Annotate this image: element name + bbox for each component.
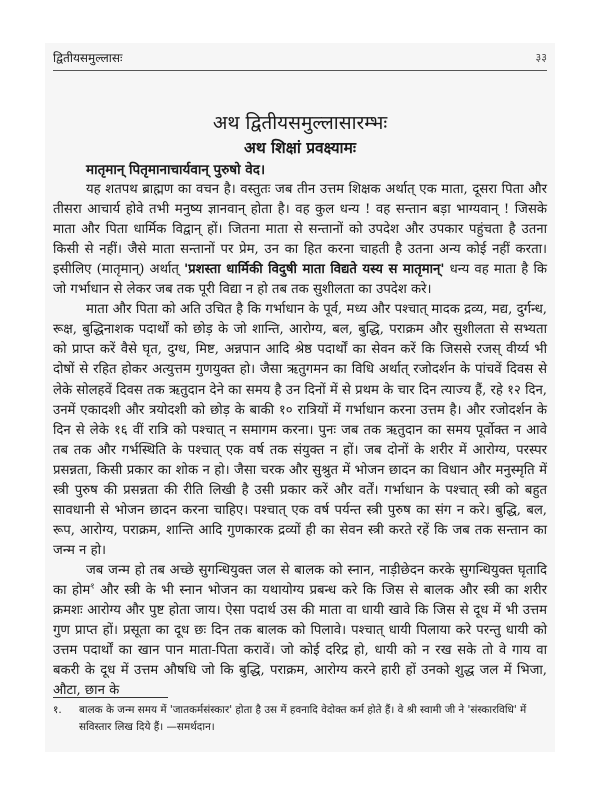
paragraph-1-text-a: यह शतपथ ब्राह्मण का वचन है। वस्तुतः जब तीन उत्तम शिक्षक अर्थात् एक माता, दूसरा पिता और तीसरा आचार्य होवे तभी मनुष्य ज्ञानवान् होता है। वह कुल धन्य ! वह सन्तान बड़ा भाग्यवान् ! जिसके माता और पिता धार्मिक विद्वान् हों। जितना माता से सन्तानों को उपदेश और उपकार पहुंचता है उतना किसी से नहीं। जैसे माता सन्तानों पर प्रेम, उन का हित करना चाहती है उतना अन्य कोई नहीं करता। इसीलिए (मातृमान्) अर्थात् <box>53 182 547 278</box>
body-text <box>53 160 547 701</box>
footnote-rule <box>53 697 168 698</box>
footnote <box>53 702 547 736</box>
paragraph-3-text-b: और स्त्री के भी स्नान भोजन का यथायोग्य प्रबन्ध करे कि जिस से बालक और स्त्री का शरीर क्रमशः आरोग्य और पुष्ट होता जाय। ऐसा पदार्थ उस की माता वा धायी खावे कि जिस से दूध में भी उत्तम गुण प्राप्त हों। प्रसूता का दूध छः दिन तक बालक को पिलावे। पश्चात् धायी पिलाया करे परन्तु धायी को उत्तम पदार्थों का खान पान माता-पिता करावें। जो कोई दरिद्र हो, धायी को न रख सके तो वे गाय वा बकरी के दूध में उत्तम औषधि जो कि बुद्धि, पराक्रम, आरोग्य करने हारी हों उनको शुद्ध जल में भिजा, औटा, छान के <box>53 582 547 699</box>
paragraph-3 <box>53 561 547 701</box>
chapter-title: अथ द्वितीयसमुल्लासारम्भः <box>212 112 388 134</box>
paragraph-2: माता और पिता को अति उचित है कि गर्भाधान के पूर्व, मध्य और पश्चात् मादक द्रव्य, मद्य, दुर्गन्ध, रूक्ष, बुद्धिनाशक पदार्थों को छोड़ के जो शान्ति, आरोग्य, बल, बुद्धि, पराक्रम और सुशीलता से सभ्यता को प्राप्त करें वैसे घृत, दुग्ध, मिष्ट, अन्नपान आदि श्रेष्ठ पदार्थों का सेवन करें कि जिससे रजस् वीर्य्य भी दोषों से रहित होकर अत्युत्तम गुणयुक्त हो। जैसा ऋतुगमन का विधि अर्थात् रजोदर्शन के पांचवें दिवस से लेके सोलहवें दिवस तक ऋतुदान देने का समय है उन दिनों में से प्रथम के चार दिन त्याज्य हैं, रहे १२ दिन, उनमें एकादशी और त्रयोदशी को छोड़ के बाकी १० रात्रियों में गर्भाधान करना उत्तम है। और रजोदर्शन के दिन से लेके १६ वीं रात्रि को पश्चात् न समागम करना। पुनः जब तक ऋतुदान का समय पूर्वोक्त न आवे तब तक और गर्भस्थिति के पश्चात् एक वर्ष तक संयुक्त न हों। जब दोनों के शरीर में आरोग्य, परस्पर प्रसन्नता, किसी प्रकार का शोक न हो। जैसा चरक और सुश्रुत में भोजन छादन का विधान और मनुस्मृति में स्त्री पुरुष की प्रसन्नता की रीति लिखी है उसी प्रकार करें और वर्तें। गर्भाधान के पश्चात् स्त्री को बहुत सावधानी से भोजन छादन करना चाहिए। पश्चात् एक वर्ष पर्यन्त स्त्री पुरुष का संग न करे। बुद्धि, बल, रूप, आरोग्य, पराक्रम, शान्ति आदि गुणकारक द्रव्यों ही का सेवन स्त्री करते रहें कि जब तक सन्तान का जन्म न हो। <box>53 302 547 558</box>
footnote-text: बालक के जन्म समय में 'जातकर्मसंस्कार' होता है उस में हवनादि वेदोक्त कर्म होते हैं। वे श्री स्वामी जी ने 'संस्कारविधि' में सविस्तार लिख दिये हैं। —समर्थदान। <box>79 704 527 733</box>
book-page <box>45 43 555 752</box>
quoted-definition: 'प्रशस्ता धार्मिकी विदुषी माता विद्यते यस्य स मातृमान्' <box>184 262 445 278</box>
section-title: अथ शिक्षां प्रवक्ष्यामः <box>244 138 356 157</box>
header-rule <box>53 70 547 71</box>
paragraph-1 <box>53 180 547 300</box>
paragraph-3-text-a: जब जन्म हो तब अच्छे सुगन्धियुक्त जल से बालक को स्नान, नाड़ीछेदन करके सुगन्धियुक्त घृतादि का होम <box>53 562 547 598</box>
footnote-number: १. <box>53 704 62 716</box>
page-number: ३३ <box>535 51 547 64</box>
verse: मातृमान् पितृमानाचार्यवान् पुरुषो वेद। <box>86 162 266 178</box>
footnote-reference[interactable]: १ <box>90 581 95 591</box>
running-head <box>53 49 547 67</box>
paragraph-1-text-b: धन्य वह माता है कि जो गर्भाधान से लेकर जब तक पूरी विद्या न हो तब तक सुशीलता का उपदेश करे। <box>53 262 547 298</box>
running-head-title: द्वितीयसमुल्लासः <box>53 51 123 65</box>
